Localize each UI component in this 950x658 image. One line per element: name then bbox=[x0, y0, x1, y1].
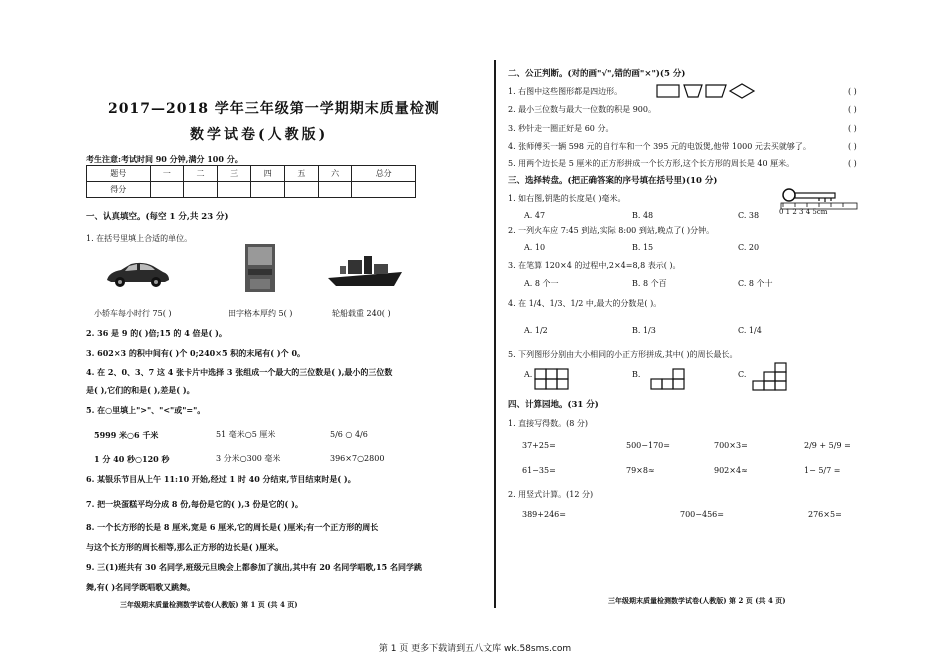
choice-1-a[interactable]: A. 47 bbox=[524, 211, 546, 220]
question-5: 5. 在○里填上">"、"<"或"="。 bbox=[86, 405, 206, 415]
section-4-heading: 四、计算园地。(31 分) bbox=[508, 400, 599, 410]
vertical-calc-item: 700−456= bbox=[680, 510, 724, 519]
calc-1: 1. 直接写得数。(8 分) bbox=[508, 419, 589, 428]
score-table-cell: 三 bbox=[217, 166, 251, 182]
section-3-heading: 三、选择转盘。(把正确答案的序号填在括号里)(10 分) bbox=[508, 176, 718, 186]
question-1b: 田字格本厚约 5( ) bbox=[228, 309, 293, 318]
judge-4: 4. 张师傅买一辆 598 元的自行车和一个 395 元的电饭煲,他带 1000 元去买就够了。 bbox=[508, 142, 811, 151]
calc-item: 500−170= bbox=[626, 441, 670, 450]
question-1c: 轮船载重 240( ) bbox=[332, 309, 391, 318]
score-table bbox=[86, 165, 416, 198]
score-table-cell: 得分 bbox=[87, 182, 151, 198]
car-image bbox=[103, 258, 171, 290]
score-table-cell: 五 bbox=[285, 166, 319, 182]
score-table-cell: 四 bbox=[251, 166, 285, 182]
choice-3-a[interactable]: A. 8 个一 bbox=[524, 279, 559, 288]
compare-2b: 3 分米○300 毫米 bbox=[216, 454, 281, 463]
compare-1b: 51 毫米○5 厘米 bbox=[216, 430, 276, 439]
judge-1: 1. 右图中这些图形都是四边形。 bbox=[508, 87, 623, 96]
answer-blank[interactable]: ( ) bbox=[848, 87, 857, 96]
ruler-labels: 0 1 2 3 4 5cm bbox=[779, 208, 828, 216]
answer-blank[interactable]: ( ) bbox=[848, 159, 857, 168]
question-8: 8. 一个长方形的长是 8 厘米,宽是 6 厘米,它的周长是( )厘米;有一个正方形的周长 bbox=[86, 522, 379, 532]
calc-item: 2/9 + 5/9 = bbox=[804, 441, 851, 450]
question-4: 4. 在 2、0、3、7 这 4 张卡片中选择 3 张组成一个最大的三位数是( ),最小的三位数 bbox=[86, 367, 393, 377]
exam-note: 考生注意:考试时间 90 分钟,满分 100 分。 bbox=[86, 154, 243, 164]
ship-image bbox=[326, 252, 404, 290]
choice-5: 5. 下列图形分别由大小相同的小正方形拼成,其中( )的周长最长。 bbox=[508, 350, 738, 359]
section-1-heading: 一、认真填空。(每空 1 分,共 23 分) bbox=[86, 212, 229, 222]
answer-blank[interactable]: ( ) bbox=[848, 105, 857, 114]
section-2-heading: 二、公正判断。(对的画"√",错的画"×")(5 分) bbox=[508, 69, 686, 79]
score-input-cell[interactable] bbox=[150, 182, 184, 198]
question-9-continued: 舞,有( )名同学既唱歌又跳舞。 bbox=[86, 582, 196, 592]
choice-1-b[interactable]: B. 48 bbox=[632, 211, 654, 220]
answer-blank[interactable]: ( ) bbox=[848, 142, 857, 151]
score-table-cell: 二 bbox=[184, 166, 218, 182]
score-input-cell[interactable] bbox=[184, 182, 218, 198]
calc-item: 79×8≈ bbox=[626, 466, 655, 475]
judge-3: 3. 秒针走一圈正好是 60 分。 bbox=[508, 124, 614, 133]
choice-5-c[interactable]: C. bbox=[738, 370, 747, 379]
question-8-continued: 与这个长方形的周长相等,那么正方形的边长是( )厘米。 bbox=[86, 542, 284, 552]
calc-item: 1− 5/7 = bbox=[804, 466, 841, 475]
shape-c-image bbox=[752, 362, 788, 392]
compare-1c: 5/6 ○ 4/6 bbox=[330, 430, 368, 439]
choice-1: 1. 如右图,钥匙的长度是( )毫米。 bbox=[508, 194, 626, 203]
page-divider bbox=[494, 60, 496, 608]
calc-2: 2. 用竖式计算。(12 分) bbox=[508, 490, 594, 499]
question-4-continued: 是( ),它们的和是( ),差是( )。 bbox=[86, 385, 195, 395]
calc-item: 37+25= bbox=[522, 441, 556, 450]
score-table-cell: 题号 bbox=[87, 166, 151, 182]
question-1a: 小轿车每小时行 75( ) bbox=[94, 309, 172, 318]
choice-1-c[interactable]: C. 38 bbox=[738, 211, 760, 220]
choice-4-a[interactable]: A. 1/2 bbox=[524, 326, 548, 335]
page-2-footer: 三年级期末质量检测数学试卷(人教版) 第 2 页 (共 4 页) bbox=[608, 596, 786, 605]
score-input-cell[interactable] bbox=[318, 182, 352, 198]
vertical-calc-item: 276×5= bbox=[808, 510, 842, 519]
choice-2-b[interactable]: B. 15 bbox=[632, 243, 654, 252]
vertical-calc-item: 389+246= bbox=[522, 510, 566, 519]
exam-title: 2017—2018 学年三年级第一学期期末质量检测 bbox=[108, 101, 440, 117]
compare-1a: 5999 米○6 千米 bbox=[94, 430, 159, 440]
question-9: 9. 三(1)班共有 30 名同学,班级元旦晚会上都参加了演出,其中有 20 名同学唱歌,15 名同学跳 bbox=[86, 562, 422, 572]
download-footer: 第 1 页 更多下载请到五八文库 wk.58sms.com bbox=[378, 644, 572, 654]
question-6: 6. 某银乐节目从上午 11:10 开始,经过 1 时 40 分结束,节目结束时是( )。 bbox=[86, 474, 356, 484]
shape-a-image bbox=[534, 368, 570, 390]
score-table-cell: 总分 bbox=[352, 166, 416, 182]
choice-4-c[interactable]: C. 1/4 bbox=[738, 326, 762, 335]
choice-5-b[interactable]: B. bbox=[632, 370, 641, 379]
question-1: 1. 在括号里填上合适的单位。 bbox=[86, 234, 193, 243]
judge-5: 5. 用两个边长是 5 厘米的正方形拼成一个长方形,这个长方形的周长是 40 厘米。 bbox=[508, 159, 795, 168]
quadrilateral-shapes-image bbox=[656, 82, 756, 100]
notebook-image bbox=[244, 243, 276, 293]
score-input-cell[interactable] bbox=[251, 182, 285, 198]
question-3: 3. 602×3 的积中间有( )个 0;240×5 积的末尾有( )个 0。 bbox=[86, 348, 306, 358]
score-table-cell: 一 bbox=[150, 166, 184, 182]
page-1-footer: 三年级期末质量检测数学试卷(人教版) 第 1 页 (共 4 页) bbox=[120, 600, 298, 609]
choice-3-c[interactable]: C. 8 个十 bbox=[738, 279, 773, 288]
score-input-cell[interactable] bbox=[285, 182, 319, 198]
exam-subtitle: 数学试卷(人教版) bbox=[190, 127, 329, 143]
choice-2-a[interactable]: A. 10 bbox=[524, 243, 546, 252]
calc-item: 902×4≈ bbox=[714, 466, 748, 475]
score-table-score-row bbox=[87, 182, 416, 198]
choice-3: 3. 在笔算 120×4 的过程中,2×4=8,8 表示( )。 bbox=[508, 261, 681, 270]
choice-5-a[interactable]: A. bbox=[524, 370, 533, 379]
shape-b-image bbox=[650, 368, 686, 390]
score-input-cell[interactable] bbox=[217, 182, 251, 198]
choice-2-c[interactable]: C. 20 bbox=[738, 243, 760, 252]
answer-blank[interactable]: ( ) bbox=[848, 124, 857, 133]
score-input-cell[interactable] bbox=[352, 182, 416, 198]
judge-2: 2. 最小三位数与最大一位数的积是 900。 bbox=[508, 105, 656, 114]
choice-2: 2. 一列火车应 7:45 到站,实际 8:00 到站,晚点了( )分钟。 bbox=[508, 226, 715, 235]
calc-item: 700×3= bbox=[714, 441, 748, 450]
question-2: 2. 36 是 9 的( )倍;15 的 4 倍是( )。 bbox=[86, 328, 227, 338]
score-table-header-row bbox=[87, 166, 416, 182]
compare-2c: 396×7○2800 bbox=[330, 454, 385, 463]
calc-item: 61−35= bbox=[522, 466, 556, 475]
choice-4-b[interactable]: B. 1/3 bbox=[632, 326, 656, 335]
compare-2a: 1 分 40 秒○120 秒 bbox=[94, 454, 170, 464]
question-7: 7. 把一块蛋糕平均分成 8 份,每份是它的( ),3 份是它的( )。 bbox=[86, 499, 303, 509]
choice-4: 4. 在 1/4、1/3、1/2 中,最大的分数是( )。 bbox=[508, 299, 662, 308]
score-table-cell: 六 bbox=[318, 166, 352, 182]
choice-3-b[interactable]: B. 8 个百 bbox=[632, 279, 667, 288]
